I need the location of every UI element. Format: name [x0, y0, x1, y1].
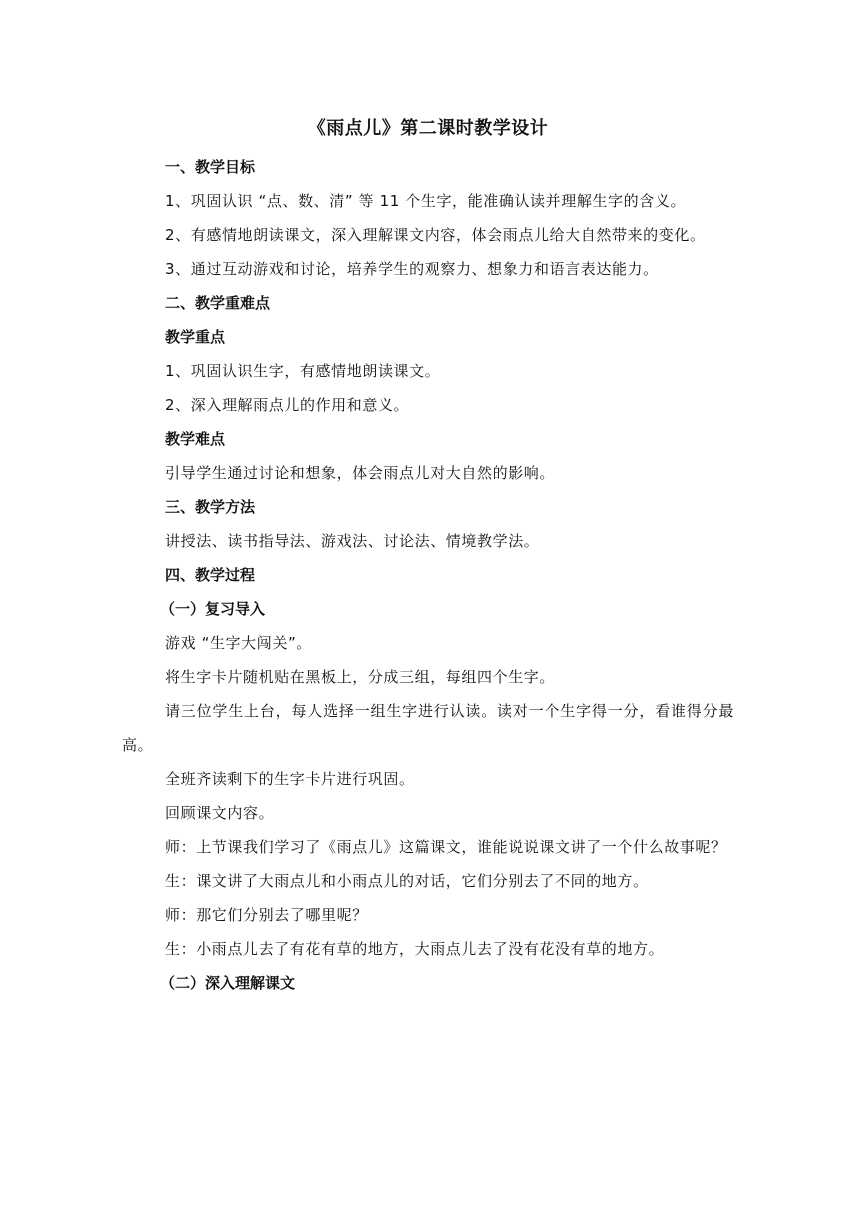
- process-paragraph-4: 全班齐读剩下的生字卡片进行巩固。: [165, 770, 415, 788]
- process-paragraph-1: 游戏 “生字大闯关”。: [165, 634, 312, 652]
- process-paragraph-8: 师：那它们分别去了哪里呢？: [165, 906, 368, 924]
- document-body: [122, 112, 734, 1000]
- document-title: 《雨点儿》第二课时教学设计: [307, 118, 549, 139]
- process-paragraph-7: 生：课文讲了大雨点儿和小雨点儿的对话，它们分别去了不同的地方。: [165, 872, 649, 890]
- difficult-point-1: 引导学生通过讨论和想象，体会雨点儿对大自然的影响。: [165, 464, 556, 482]
- section-heading-objectives: 一、教学目标: [165, 158, 256, 176]
- objective-2: 2、有感情地朗读课文，深入理解课文内容，体会雨点儿给大自然带来的变化。: [165, 226, 706, 244]
- objective-1: 1、巩固认识 “点、数、清” 等 11 个生字，能准确认读并理解生字的含义。: [165, 192, 687, 210]
- process-paragraph-3: 请三位学生上台，每人选择一组生字进行认读。读对一个生字得一分，看谁得分最高。: [122, 702, 734, 754]
- subheading-review: （一）复习导入: [160, 600, 266, 618]
- objective-3: 3、通过互动游戏和讨论，培养学生的观察力、想象力和语言表达能力。: [165, 260, 659, 278]
- process-paragraph-9: 生：小雨点儿去了有花有草的地方，大雨点儿去了没有花没有草的地方。: [165, 940, 665, 958]
- subheading-difficult-points: 教学难点: [165, 430, 226, 448]
- subheading-key-points: 教学重点: [165, 328, 226, 346]
- section-heading-methods: 三、教学方法: [165, 498, 256, 516]
- methods-text: 讲授法、读书指导法、游戏法、讨论法、情境教学法。: [165, 532, 540, 550]
- process-paragraph-5: 回顾课文内容。: [165, 804, 275, 822]
- section-heading-key-difficult: 二、教学重难点: [165, 294, 271, 312]
- section-heading-process: 四、教学过程: [165, 566, 256, 584]
- subheading-deep-understanding: （二）深入理解课文: [160, 974, 296, 992]
- process-paragraph-2: 将生字卡片随机贴在黑板上，分成三组，每组四个生字。: [165, 668, 556, 686]
- key-point-1: 1、巩固认识生字，有感情地朗读课文。: [165, 362, 441, 380]
- key-point-2: 2、深入理解雨点儿的作用和意义。: [165, 396, 410, 414]
- process-paragraph-6: 师：上节课我们学习了《雨点儿》这篇课文，谁能说说课文讲了一个什么故事呢？: [165, 838, 727, 856]
